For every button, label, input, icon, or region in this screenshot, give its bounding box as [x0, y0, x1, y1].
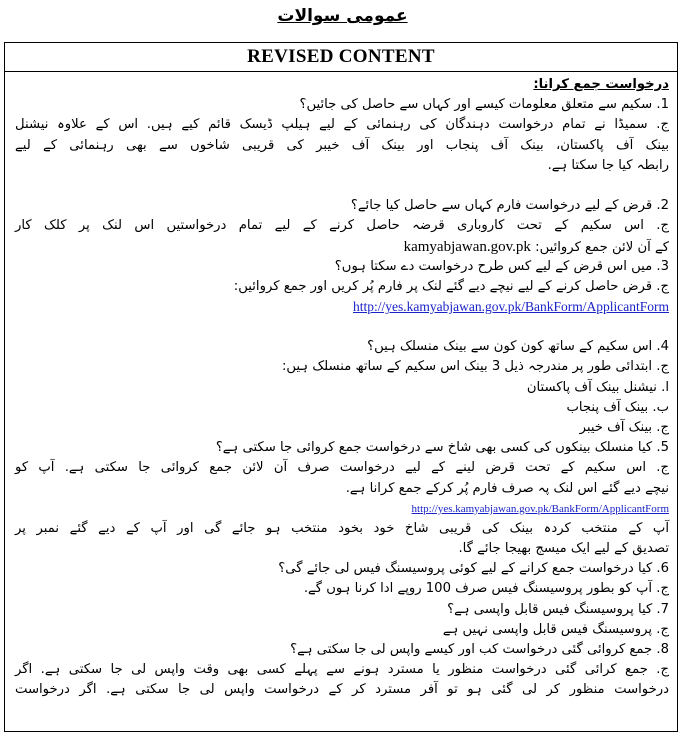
answer-2-line-1: ج. اس سکیم کے تحت کاروباری قرضہ حاصل کرنے کے لیے تمام درخواستیں اس لنک پر کلک کار — [15, 218, 669, 234]
bank-item-bop: ب. بینک آف پنجاب — [566, 399, 669, 415]
content-frame — [4, 42, 678, 732]
answer-7-line-1: ج. پروسیسنگ فیس قابل واپسی نہیں ہے — [442, 621, 669, 637]
answer-8-line-2: درخواست منظور کر لی گئی ہو تو آفر مسترد کر کے درخواست واپس لی جا سکتی ہے. اگر درخواست — [15, 682, 669, 698]
answer-1-line-1: ج. سمیڈا نے تمام درخواست دہندگان کی رہنمائی کے لیے ہیلپ ڈیسک قائم کیے ہیں. اس کے علاوہ نیشنل — [15, 117, 669, 133]
question-5: 5. کیا منسلک بینکوں کی کسی بھی شاخ سے درخواست جمع کروائی جا سکتی ہے؟ — [215, 440, 669, 456]
answer-1-line-3: رابطہ کیا جا سکتا ہے. — [547, 157, 669, 173]
faq-body — [5, 72, 677, 700]
kamyabjawan-domain: kamyabjawan.gov.pk — [403, 238, 531, 255]
page-title: عمومی سوالات — [277, 6, 408, 26]
answer-8-line-1: ج. جمع کرائی گئی درخواست منظور یا مسترد ہونے سے پہلے کسی بھی وقت واپس لی جا سکتی ہے. اگر — [15, 662, 669, 678]
answer-1-line-2: بینک آف پاکستان، بینک آف پنجاب اور بینک آف خیبر کی قریبی شاخوں سے بھی رہنمائی کے لیے — [15, 137, 669, 153]
question-6: 6. کیا درخواست جمع کرانے کے لیے کوئی پروسیسنگ فیس لی جائے گی؟ — [278, 561, 669, 577]
answer-5-line-2: نیچے دیے گئے اس لنک پہ صرف فارم پُر کرکے جمع کرانا ہے. — [345, 480, 669, 496]
answer-5-line-4: تصدیق کے لیے ایک میسج بھیجا جائے گا. — [458, 540, 669, 556]
applicant-form-link-2[interactable]: http://yes.kamyabjawan.gov.pk/BankForm/ApplicantForm — [411, 502, 669, 515]
page-title-wrap — [0, 6, 685, 26]
question-7: 7. کیا پروسیسنگ فیس قابل واپسی ہے؟ — [447, 601, 669, 617]
question-1: 1. سکیم سے متعلق معلومات کیسے اور کہاں سے حاصل کی جائیں؟ — [299, 97, 669, 113]
answer-6-line-1: ج. آپ کو بطور پروسیسنگ فیس صرف 100 روپے ادا کرنا ہوں گے. — [303, 581, 669, 597]
answer-2-line-2 — [15, 237, 669, 257]
answer-2-text: کے آن لائن جمع کروائیں: — [535, 239, 669, 255]
question-4: 4. اس سکیم کے ساتھ کون کون سے بینک منسلک ہیں؟ — [367, 339, 669, 355]
bank-item-bok: ج. بینک آف خیبر — [579, 420, 669, 435]
answer-5-line-3: آپ کے منتخب کردہ بینک کی قریبی شاخ خود بخود منتخب ہو جائے گی اور آپ کے دیے گئے نمبر پر — [15, 520, 669, 536]
question-3: 3. میں اس قرض کے لیے کس طرح درخواست دے سکتا ہوں؟ — [334, 258, 669, 274]
applicant-form-link[interactable]: http://yes.kamyabjawan.gov.pk/BankForm/ApplicantForm — [353, 299, 669, 315]
answer-4-line-1: ج. ابتدائی طور پر مندرجہ ذیل 3 بینک اس سکیم کے ساتھ منسلک ہیں: — [281, 359, 669, 375]
answer-3-line-1: ج. قرض حاصل کرنے کے لیے نیچے دیے گئے لنک پر فارم پُر کریں اور جمع کروائیں: — [233, 278, 669, 294]
answer-5-line-1: ج. اس سکیم کے تحت قرض لینے کے لیے درخواست صرف آن لائن جمع کروائی جا سکتی ہے. آپ کو — [15, 460, 669, 476]
bank-item-nbp: ا. نیشنل بینک آف پاکستان — [526, 379, 669, 395]
question-2: 2. قرض کے لیے درخواست فارم کہاں سے حاصل کیا جائے؟ — [350, 198, 669, 214]
question-8: 8. جمع کروائی گئی درخواست کب اور کیسے واپس لی جا سکتی ہے؟ — [290, 641, 669, 657]
section-title: درخواست جمع کرانا: — [533, 77, 669, 92]
revised-content-header: REVISED CONTENT — [5, 43, 677, 72]
